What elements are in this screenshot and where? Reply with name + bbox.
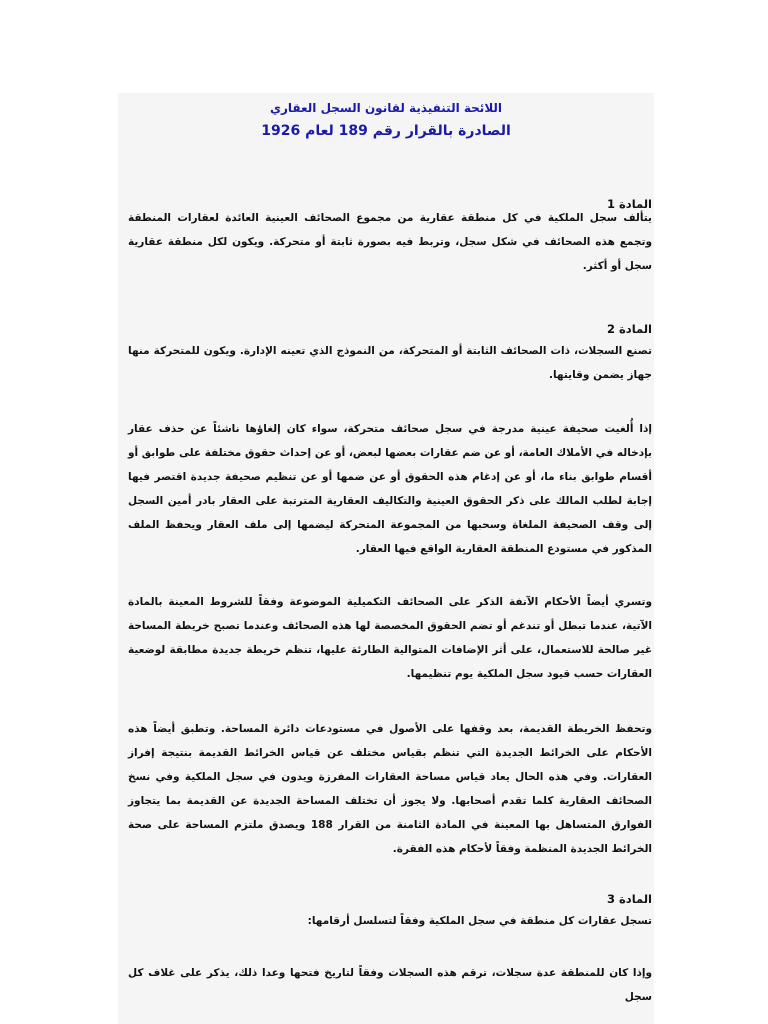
- document-subtitle: الصادرة بالقرار رقم 189 لعام 1926: [261, 123, 511, 139]
- article-3-heading: المادة 3: [607, 892, 652, 906]
- article-2-paragraph-1: تصنع السجلات، ذات الصحائف الثابتة أو المتحركة، من النموذج الذي تعينه الإدارة. ويكون للمتحركة منها جهاز يضمن وقايتها.: [128, 345, 652, 381]
- document-title: اللائحة التنفيذية لقانون السجل العقاري: [269, 101, 503, 115]
- article-2-heading: المادة 2: [607, 322, 652, 336]
- article-3-paragraph-1: تسجل عقارات كل منطقة في سجل الملكية وفقاً لتسلسل أرقامها:: [307, 915, 652, 927]
- article-2-paragraph-4: وتحفظ الخريطة القديمة، بعد وقفها على الأصول في مستودعات دائرة المساحة. وتطبق أيضاً هذه الأحكام على الخرائط الجديدة التي تنظم بقياس مختلف عن قياس الخرائط القديمة بنتيجة إفراز العقارات. وفي هذه الحال يعاد قياس مساحة العقارات المفرزة ويدون في سجل الملكية وفي نسخ الصحائف العقارية كلما تقدم أصحابها. ولا يجوز أن تختلف المساحة الجديدة عن القديمة بما يتجاوز الفوارق المتساهل بها المعينة في المادة الثامنة من القرار 188 ويصدق ملتزم المساحة على صحة الخرائط الجديدة المنظمة وفقاً لأحكام هذه الفقرة.: [128, 723, 652, 855]
- article-1-heading: المادة 1: [607, 197, 652, 211]
- article-1-text: يتألف سجل الملكية في كل منطقة عقارية من مجموع الصحائف العينية العائدة لعقارات المنطقة وتجمع هذه الصحائف في شكل سجل، وتربط فيه بصورة ثابتة أو متحركة. ويكون لكل منطقة عقارية سجل أو أكثر.: [128, 212, 652, 272]
- article-2-paragraph-3: وتسري أيضاً الأحكام الآنفة الذكر على الصحائف التكميلية الموضوعة وفقاً للشروط المعينة بالمادة الآتية، عندما تبطل أو تندغم أو تضم الحقوق المخصصة لها هذه الصحائف وعندما تصبح خريطة المساحة غير صالحة للاستعمال، على أثر الإضافات المتوالية الطارئة عليها، تنظم خريطة جديدة مطابقة لوضعية العقارات حسب قيود سجل الملكية يوم تنظيمها.: [128, 596, 652, 680]
- article-2-paragraph-2: إذا أُلغيت صحيفة عينية مدرجة في سجل صحائف متحركة، سواء كان إلغاؤها ناشئاً عن حذف عقار بإدخاله في الأملاك العامة، أو عن ضم عقارات بعضها لبعض، أو عن إحداث حقوق مختلفة على طوابق أو أقسام طوابق بناء ما، أو عن إدغام هذه الحقوق أو عن ضمها أو عن تنظيم صحيفة جديدة اقتصر فيها إجابة لطلب المالك على ذكر الحقوق العينية والتكاليف العقارية المترتبة على العقار بادر أمين السجل إلى وقف الصحيفة الملغاة وسحبها من المجموعة المتحركة ليضمها إلى ملف العقار ويحفظ الملف المذكور في مستودع المنطقة العقارية الواقع فيها العقار.: [128, 423, 652, 555]
- document-page: [118, 93, 654, 1024]
- article-3-paragraph-2: وإذا كان للمنطقة عدة سجلات، ترقم هذه السجلات وفقاً لتاريخ فتحها وعدا ذلك، يذكر على غلاف كل سجل: [128, 967, 652, 1003]
